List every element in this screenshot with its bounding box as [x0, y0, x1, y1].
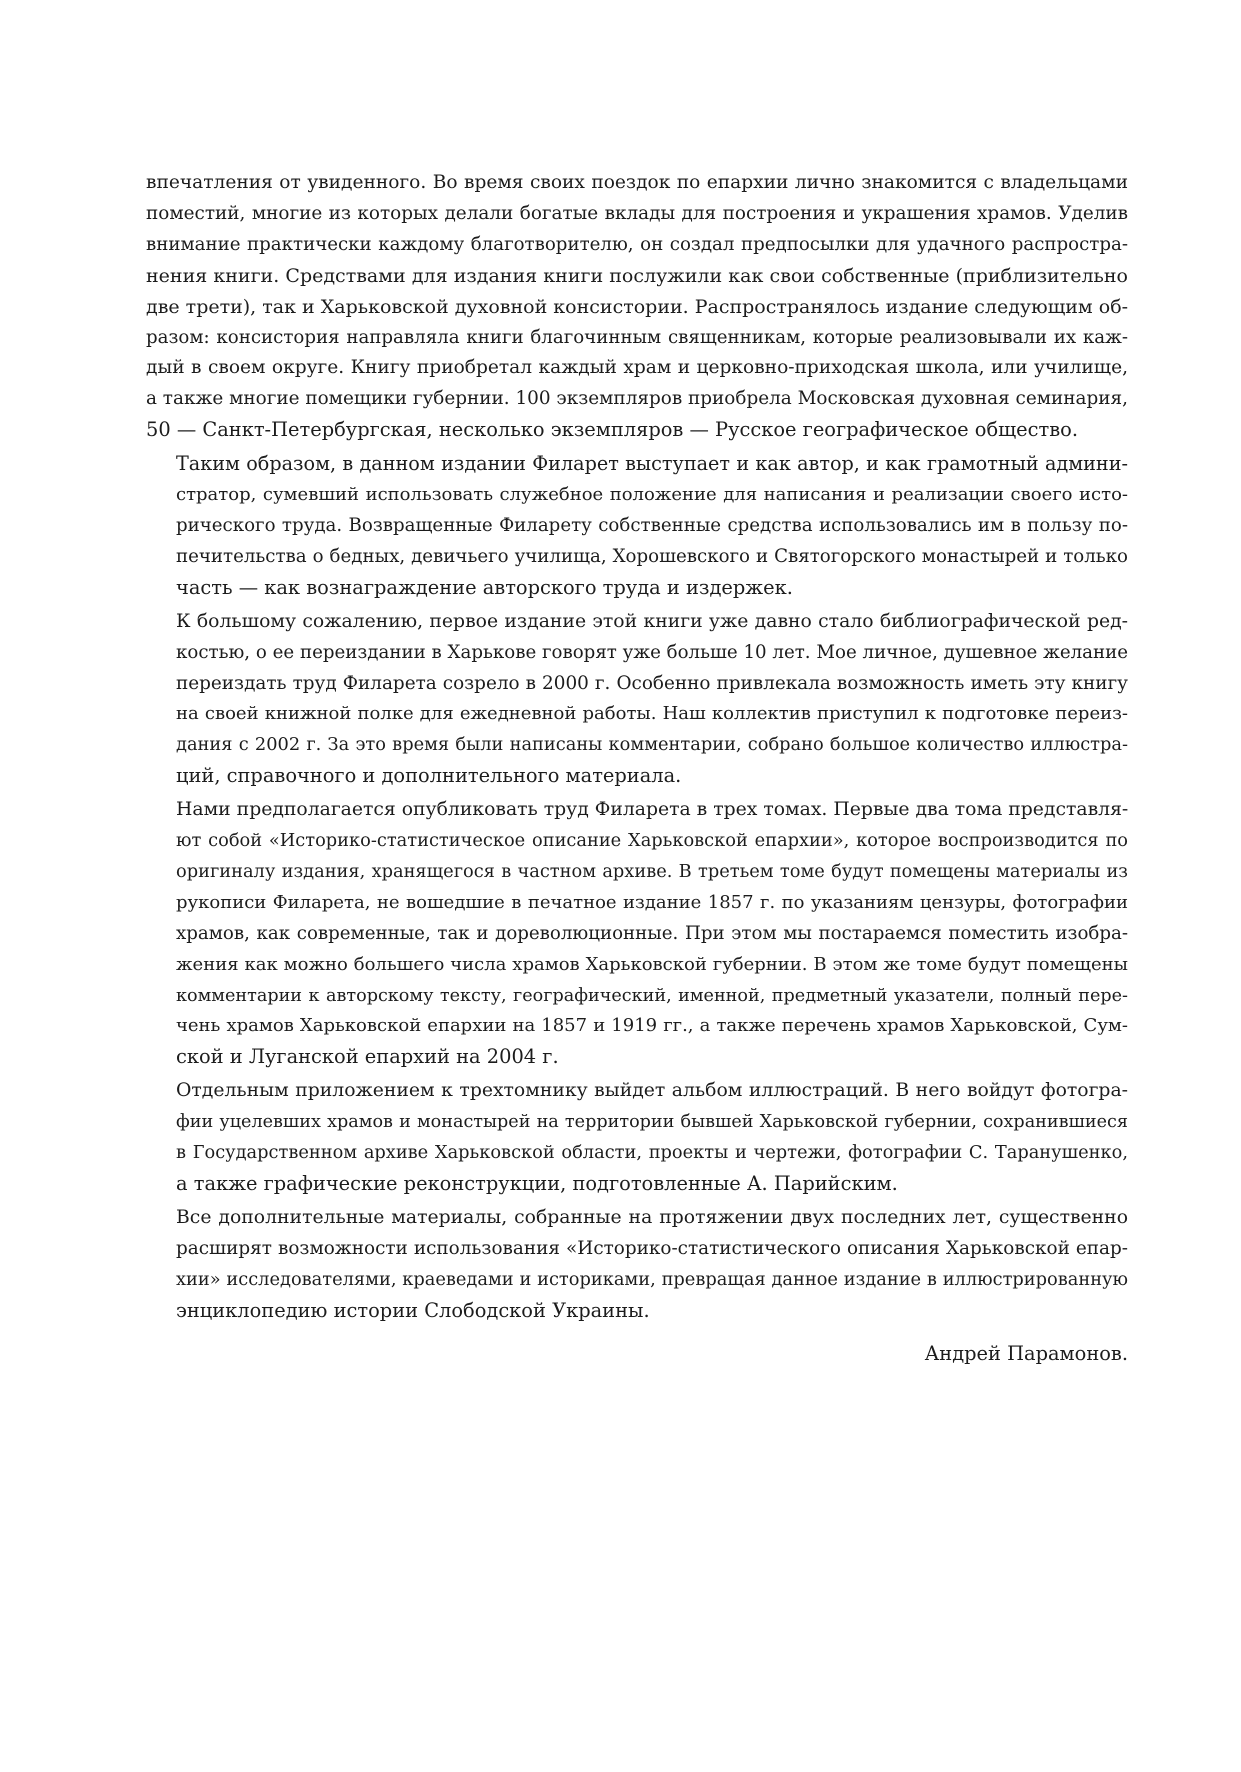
- text-line: чень храмов Харьковской епархии на 1857 и 1919 гг., а также перечень храмов Харьковской, Сум-: [176, 1015, 1128, 1037]
- text-line: ской и Луганской епархий на 2004 г.: [176, 1045, 559, 1069]
- body-text: [146, 168, 1128, 1327]
- text-line: в Государственном архиве Харьковской области, проекты и чертежи, фотографии С. Таранушенко,: [176, 1142, 1128, 1164]
- text-line: переиздать труд Филарета созрело в 2000 г. Особенно привлекала возможность иметь эту книгу: [176, 672, 1128, 694]
- text-line: две трети), так и Харьковской духовной консистории. Распространялось издание следующим об-: [146, 295, 1129, 318]
- text-line: Нами предполагается опубликовать труд Филарета в трех томах. Первые два тома представля-: [176, 799, 1129, 821]
- text-line: внимание практически каждому благотворителю, он создал предпосылки для удачного распростра-: [146, 233, 1128, 255]
- text-line: нения книги. Средствами для издания книги послужили как свои собственные (приблизительно: [146, 264, 1128, 287]
- text-line: рукописи Филарета, не вошедшие в печатное издание 1857 г. по указаниям цензуры, фотографии: [176, 891, 1128, 913]
- text-line: ют собой «Историко-статистическое описание Харьковской епархии», которое воспроизводится по: [176, 830, 1128, 852]
- text-line: К большому сожалению, первое издание этой книги уже давно стало библиографической ред-: [176, 610, 1128, 632]
- text-line: дый в своем округе. Книгу приобретал каждый храм и церковно-приходская школа, или училище,: [146, 357, 1128, 379]
- text-line: Отдельным приложением к трехтомнику выйдет альбом иллюстраций. В него войдут фотогра-: [176, 1080, 1128, 1102]
- text-line: печительства о бедных, девичьего училища, Хорошевского и Святогорского монастырей и только: [176, 545, 1128, 567]
- text-line: ций, справочного и дополнительного материала.: [176, 764, 682, 788]
- text-line: Таким образом, в данном издании Филарет выступает и как автор, и как грамотный админи-: [176, 452, 1128, 476]
- text-line: энциклопедию истории Слободской Украины.: [176, 1298, 650, 1322]
- text-line: поместий, многие из которых делали богатые вклады для построения и украшения храмов. Уделив: [146, 202, 1128, 224]
- text-line: впечатления от увиденного. Во время своих поездок по епархии лично знакомится с владельцами: [146, 172, 1128, 193]
- text-line: Все дополнительные материалы, собранные на протяжении двух последних лет, существенно: [176, 1206, 1128, 1228]
- text-line: часть — как вознаграждение авторского труда и издержек.: [176, 575, 793, 599]
- paragraph: [146, 1203, 1128, 1327]
- text-line: дания с 2002 г. За это время были написаны комментарии, собрано большое количество иллюстра-: [176, 734, 1128, 756]
- paragraph: [146, 449, 1128, 604]
- paragraph: [146, 1076, 1128, 1200]
- text-line: а также многие помещики губернии. 100 экземпляров приобрела Московская духовная семинария,: [146, 388, 1128, 410]
- text-line: жения как можно большего числа храмов Харьковской губернии. В этом же томе будут помещены: [176, 953, 1128, 975]
- text-line: комментарии к авторскому тексту, географический, именной, предметный указатели, полный пере-: [176, 985, 1128, 1006]
- text-line: расширят возможности использования «Историко-статистического описания Харьковской епар-: [176, 1237, 1128, 1259]
- text-line: а также графические реконструкции, подготовленные А. Парийским.: [176, 1172, 898, 1195]
- paragraph: [146, 607, 1128, 792]
- text-line: фии уцелевших храмов и монастырей на территории бывшей Харьковской губернии, сохранившиеся: [176, 1112, 1128, 1133]
- text-line: костью, о ее переиздании в Харькове говорят уже больше 10 лет. Мое личное, душевное желание: [176, 641, 1128, 663]
- text-line: на своей книжной полке для ежедневной работы. Наш коллектив приступил к подготовке переиз-: [176, 703, 1128, 725]
- author-signature: Андрей Парамонов.: [924, 1342, 1128, 1365]
- text-line: стратор, сумевший использовать служебное положение для написания и реализации своего исто-: [176, 484, 1128, 506]
- text-line: хии» исследователями, краеведами и историками, превращая данное издание в иллюстрированную: [176, 1268, 1128, 1290]
- text-line: разом: консистория направляла книги благочинным священникам, которые реализовывали их каж-: [146, 326, 1128, 348]
- text-line: храмов, как современные, так и дореволюционные. При этом мы постараемся поместить изобра-: [176, 922, 1128, 944]
- text-line: рического труда. Возвращенные Филарету собственные средства использовались им в пользу по-: [176, 514, 1128, 536]
- text-line: оригиналу издания, хранящегося в частном архиве. В третьем томе будут помещены материалы из: [176, 860, 1128, 882]
- paragraph: [146, 168, 1128, 446]
- paragraph: [146, 795, 1128, 1073]
- text-line: 50 — Санкт-Петербургская, несколько экземпляров — Русское географическое общество.: [146, 418, 1078, 442]
